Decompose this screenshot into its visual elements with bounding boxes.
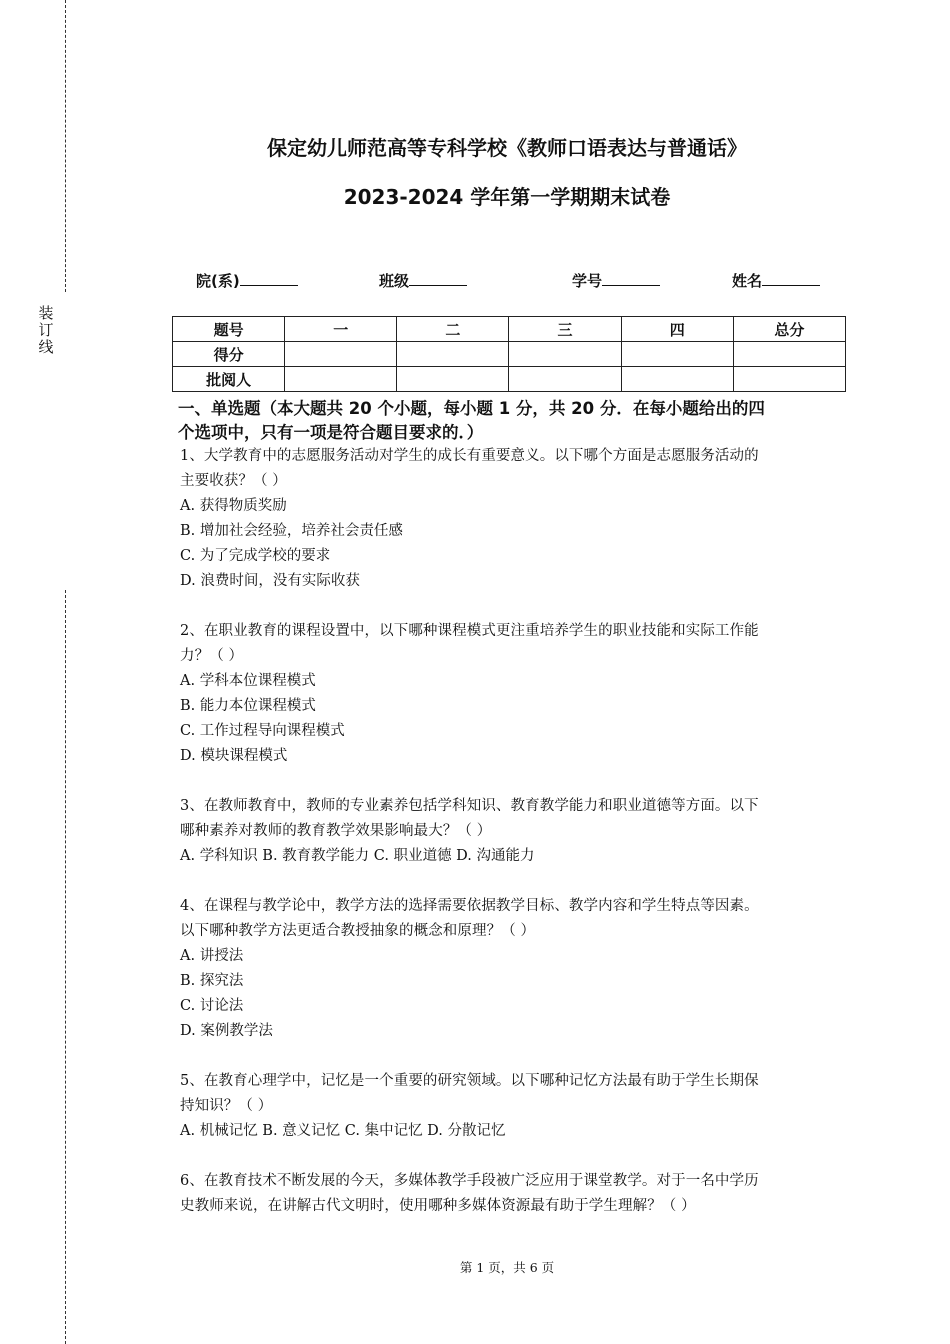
page-footer: 第 1 页，共 6 页: [459, 1260, 555, 1275]
question-stem-line: 哪种素养对教师的教育教学效果影响最大？（ ）: [180, 823, 492, 839]
info-field-class: 班级: [379, 270, 467, 291]
question-option: A. 讲授法: [180, 948, 244, 964]
question-stem-line: 3、在教师教育中，教师的专业素养包括学科知识、教育教学能力和职业道德等方面。以下: [180, 798, 759, 814]
info-field-department: 院(系): [196, 270, 298, 291]
question-option: D. 案例教学法: [180, 1023, 273, 1039]
question-option: C. 讨论法: [180, 998, 244, 1014]
question-stem-line: 史教师来说，在讲解古代文明时，使用哪种多媒体资源最有助于学生理解？（ ）: [180, 1198, 696, 1214]
question-list: [180, 444, 844, 1244]
question-option: D. 模块课程模式: [180, 748, 288, 764]
question-option: B. 增加社会经验，培养社会责任感: [180, 523, 403, 539]
score-table-header-row: [173, 317, 846, 342]
info-field-name: 姓名: [732, 270, 820, 291]
exam-title-line1: 保定幼儿师范高等专科学校《教师口语表达与普通话》: [267, 136, 747, 160]
reviewer-cell: [733, 367, 845, 392]
question-stem-line: 1、大学教育中的志愿服务活动对学生的成长有重要意义。以下哪个方面是志愿服务活动的: [180, 448, 759, 464]
score-table-row: [173, 342, 846, 367]
score-table-header-cell: 一: [285, 317, 397, 342]
score-cell: [509, 342, 621, 367]
score-row-label: 得分: [173, 342, 285, 367]
question-stem-line: 以下哪种教学方法更适合教授抽象的概念和原理？（ ）: [180, 923, 536, 939]
info-field-student-id: 学号: [572, 270, 660, 291]
question-item: [180, 444, 844, 594]
exam-title-line2: 2023-2024 学年第一学期期末试卷: [343, 185, 671, 209]
question-item: [180, 894, 844, 1044]
score-cell: [397, 342, 509, 367]
question-stem-line: 5、在教育心理学中，记忆是一个重要的研究领域。以下哪种记忆方法最有助于学生长期保: [180, 1073, 759, 1089]
reviewer-row-label: 批阅人: [173, 367, 285, 392]
question-option: A. 学科本位课程模式: [180, 673, 316, 689]
score-table-header-cell: 题号: [173, 317, 285, 342]
section-header-line: 一、单选题（本大题共 20 个小题，每小题 1 分，共 20 分．在每小题给出的四: [178, 399, 765, 418]
score-cell: [733, 342, 845, 367]
question-option: B. 能力本位课程模式: [180, 698, 316, 714]
question-stem-line: 力？（ ）: [180, 648, 244, 664]
question-option: C. 工作过程导向课程模式: [180, 723, 345, 739]
score-table-header-cell: 二: [397, 317, 509, 342]
binding-label: 装订线: [38, 304, 54, 356]
binding-line-bottom: [65, 590, 66, 1344]
section-header: [178, 397, 846, 445]
question-stem-line: 主要收获？（ ）: [180, 473, 287, 489]
score-table-row: [173, 367, 846, 392]
question-item: [180, 1169, 844, 1219]
question-option: A. 学科知识 B. 教育教学能力 C. 职业道德 D. 沟通能力: [180, 848, 535, 864]
score-table-header-cell: 四: [621, 317, 733, 342]
question-item: [180, 619, 844, 769]
question-option: A. 获得物质奖励: [180, 498, 287, 514]
question-option: D. 浪费时间，没有实际收获: [180, 573, 360, 589]
reviewer-cell: [397, 367, 509, 392]
reviewer-cell: [509, 367, 621, 392]
question-option: C. 为了完成学校的要求: [180, 548, 331, 564]
question-item: [180, 1069, 844, 1144]
reviewer-cell: [621, 367, 733, 392]
score-cell: [285, 342, 397, 367]
question-stem-line: 4、在课程与教学论中，教学方法的选择需要依据教学目标、教学内容和学生特点等因素。: [180, 898, 759, 914]
reviewer-cell: [285, 367, 397, 392]
question-option: A. 机械记忆 B. 意义记忆 C. 集中记忆 D. 分散记忆: [180, 1123, 506, 1139]
score-table-header-cell: 总分: [733, 317, 845, 342]
question-item: [180, 794, 844, 869]
score-table: [172, 316, 846, 392]
question-option: B. 探究法: [180, 973, 244, 989]
score-cell: [621, 342, 733, 367]
question-stem-line: 2、在职业教育的课程设置中，以下哪种课程模式更注重培养学生的职业技能和实际工作能: [180, 623, 759, 639]
score-table-header-cell: 三: [509, 317, 621, 342]
question-stem-line: 6、在教育技术不断发展的今天，多媒体教学手段被广泛应用于课堂教学。对于一名中学历: [180, 1173, 759, 1189]
section-header-line: 个选项中，只有一项是符合题目要求的．）: [178, 423, 484, 442]
question-stem-line: 持知识？（ ）: [180, 1098, 273, 1114]
